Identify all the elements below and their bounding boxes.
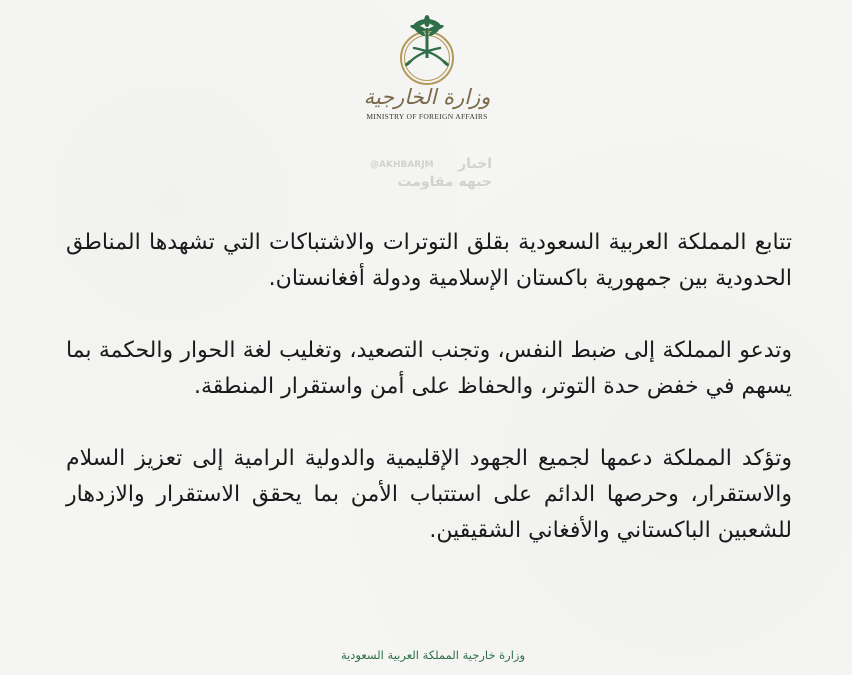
watermark-line-1: اخبار — [458, 156, 492, 172]
watermark-handle: @AKHBARJM — [370, 160, 434, 170]
statement-body — [66, 225, 792, 549]
statement-paragraph-2: وتدعو المملكة إلى ضبط النفس، وتجنب التصعيد، وتغليب لغة الحوار والحكمة بما يسهم في خفض حدة التوتر، والحفاظ على أمن واستقرار المنطقة. — [66, 338, 792, 399]
watermark — [370, 156, 492, 196]
saudi-palm-swords-emblem-icon — [394, 14, 460, 86]
statement-paragraph-3: وتؤكد المملكة دعمها لجميع الجهود الإقليمية والدولية الرامية إلى تعزيز السلام والاستقرار، وحرصها الدائم على استتباب الأمن بما يحقق الاستقرار والازدهار للشعبين الباكستاني والأفغاني الشقيقين. — [66, 446, 792, 543]
ministry-name-arabic: وزارة الخارجية — [363, 85, 491, 109]
statement-paragraph-1: تتابع المملكة العربية السعودية بقلق التوترات والاشتباكات التي تشهدها المناطق الحدودية بين جمهورية باكستان الإسلامية ودولة أفغانستان. — [66, 230, 792, 291]
ministry-name-english: MINISTRY OF FOREIGN AFFAIRS — [366, 112, 488, 121]
watermark-line-2: جبهه مقاومت — [397, 174, 492, 190]
footer-ministry-name: وزارة خارجية المملكة العربية السعودية — [340, 648, 526, 662]
